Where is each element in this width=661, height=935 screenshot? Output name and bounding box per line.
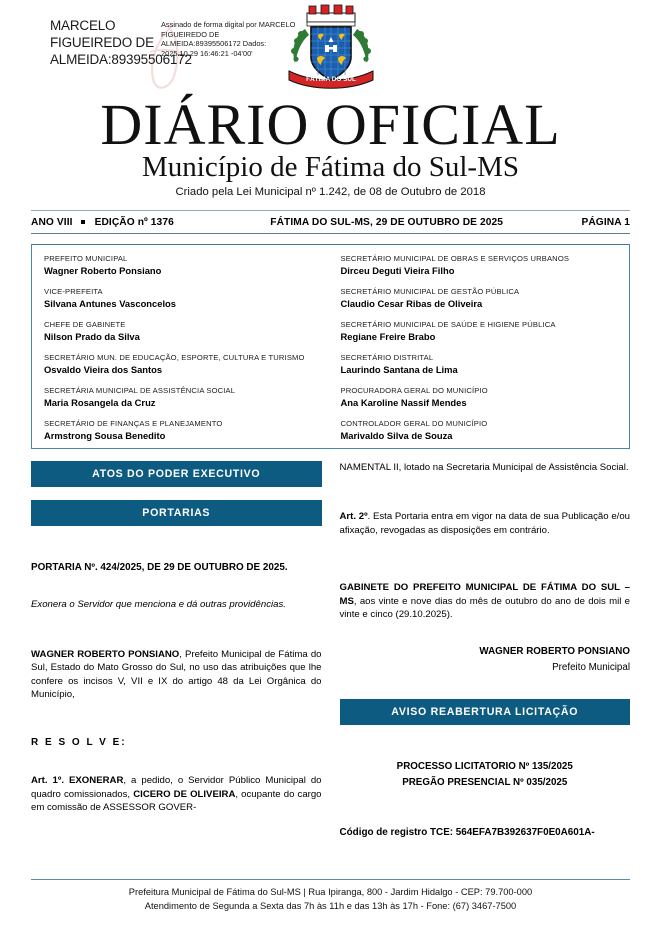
official-role: PREFEITO MUNICIPAL <box>44 254 128 263</box>
art1-mid: , a pedido, o Servidor Público Municipal do quadro comissionados, <box>31 775 322 800</box>
official-role: SECRETÁRIA MUNICIPAL DE ASSISTÊNCIA SOCIAL <box>44 386 236 395</box>
portaria-art2 <box>340 510 631 537</box>
gabinete-lead: GABINETE DO PREFEITO MUNICIPAL DE FÁTIMA DO SUL – MS <box>339 582 630 607</box>
page-title: DIÁRIO OFICIAL <box>100 92 561 157</box>
page-number: PÁGINA 1 <box>581 216 630 228</box>
official-name: Regiane Freire Brabo <box>340 331 436 342</box>
official-role: SECRETÁRIO MUNICIPAL DE SAÚDE E HIGIENE PÚBLICA <box>340 320 556 329</box>
bullet-separator-icon <box>81 220 85 224</box>
codigo-registro-tce: Código de registro TCE: 564EFA7B392637F0E0A601A- <box>339 827 595 839</box>
officials-box <box>31 244 630 449</box>
signature-name: MARCELO FIGUEIREDO DE ALMEIDA:89395506172 <box>50 18 192 67</box>
footer-rule <box>31 879 630 880</box>
crest-banner-text: FÁTIMA DO SUL <box>305 76 356 83</box>
official-role: PROCURADORA GERAL DO MUNICÍPIO <box>340 386 488 395</box>
official-role: SECRETÁRIO DE FINANÇAS E PLANEJAMENTO <box>44 419 223 428</box>
edition-year: ANO VIII <box>31 216 73 228</box>
officials-column-left <box>32 253 331 442</box>
art1-servant-name: CICERO DE OLIVEIRA <box>133 788 236 800</box>
section-header-portarias: PORTARIAS <box>31 500 322 526</box>
official-role: CONTROLADOR GERAL DO MUNICÍPIO <box>340 419 488 428</box>
official-entry <box>44 319 321 343</box>
portaria-ementa: Exonera o Servidor que menciona e dá outras providências. <box>31 599 286 611</box>
column-left <box>31 461 322 854</box>
page-subtitle: Município de Fátima do Sul-MS <box>142 151 519 183</box>
official-name: Maria Rosangela da Cruz <box>44 397 156 408</box>
official-entry <box>341 319 620 343</box>
official-name: Silvana Antunes Vasconcelos <box>44 298 176 309</box>
signature-detail: Assinado de forma digital por MARCELO FIGUEIREDO DE ALMEIDA:89395506172 Dados: 2025.10.29 16:46:21 -04'00' <box>161 20 296 58</box>
section-header-aviso-reabertura-licitacao: AVISO REABERTURA LICITAÇÃO <box>340 699 631 725</box>
official-entry <box>44 418 321 442</box>
edition-place-date: FÁTIMA DO SUL-MS, 29 DE OUTUBRO DE 2025 <box>270 216 504 228</box>
official-entry <box>341 253 620 277</box>
official-role: SECRETÁRIO MUNICIPAL DE OBRAS E SERVIÇOS URBANOS <box>340 254 570 263</box>
section-header-atos-poder-executivo: ATOS DO PODER EXECUTIVO <box>31 461 322 487</box>
preamble-text: , Prefeito Municipal de Fátima do Sul, Estado do Mato Grosso do Sul, no uso das atribuições que lhe confere os incisos V, VII e IX do artigo 48 da Lei Orgânica do Município, <box>31 648 322 701</box>
official-entry <box>341 418 620 442</box>
official-name: Osvaldo Vieira dos Santos <box>44 364 163 375</box>
art1-tail: , ocupante do cargo em comissão de ASSESSOR GOVER- <box>31 788 322 814</box>
preamble-mayor-name: WAGNER ROBERTO PONSIANO <box>31 648 180 660</box>
signature-mayor-role: Prefeito Municipal <box>552 662 630 674</box>
official-name: Ana Karoline Nassif Mendes <box>340 397 467 408</box>
official-name: Marivaldo Silva de Souza <box>340 430 453 441</box>
gabinete-text: , aos vinte e nove dias do mês de outubro do ano de dois mil e vinte e cinco (29.10.2025). <box>339 595 630 621</box>
art2-text: . Esta Portaria entra em vigor na data de sua Publicação e/ou afixação, revogadas as disposições em contrário. <box>339 511 630 536</box>
edition-bar <box>31 211 630 233</box>
column-right <box>340 461 631 854</box>
official-entry <box>341 385 620 409</box>
digital-signature-stamp <box>40 14 300 94</box>
official-role: SECRETÁRIO DISTRITAL <box>340 353 434 362</box>
official-role: CHEFE DE GABINETE <box>44 320 126 329</box>
official-role: SECRETÁRIO MUN. DE EDUCAÇÃO, ESPORTE, CULTURA E TURISMO <box>44 353 305 362</box>
official-entry <box>341 352 620 376</box>
portaria-preamble <box>31 648 322 702</box>
official-name: Dirceu Deguti Vieira Filho <box>340 265 455 276</box>
portaria-heading: PORTARIA Nº. 424/2025, DE 29 DE OUTUBRO DE 2025. <box>31 562 288 573</box>
official-entry <box>44 385 321 409</box>
edition-rule-bottom <box>31 233 630 234</box>
gabinete-paragraph <box>340 581 631 621</box>
art1-lead: Art. 1º. EXONERAR <box>31 775 124 787</box>
signature-mayor-name: WAGNER ROBERTO PONSIANO <box>479 646 630 658</box>
processo-licitatorio: PROCESSO LICITATORIO Nº 135/2025 <box>396 761 573 773</box>
official-entry <box>44 286 321 310</box>
page-footer <box>31 879 630 913</box>
creation-law-text: Criado pela Lei Municipal nº 1.242, de 08 de Outubro de 2018 <box>175 186 486 198</box>
pregao-presencial: PREGÃO PRESENCIAL Nº 035/2025 <box>402 777 568 789</box>
official-name: Laurindo Santana de Lima <box>340 364 458 375</box>
official-name: Claudio Cesar Ribas de Oliveira <box>340 298 483 309</box>
footer-hours-phone: Atendimento de Segunda a Sexta das 7h às 11h e das 13h às 17h - Fone: (67) 3467-7500 <box>144 900 517 911</box>
edition-number: EDIÇÃO nº 1376 <box>94 216 174 228</box>
official-entry <box>44 352 321 376</box>
continuation-text: NAMENTAL II, lotado na Secretaria Municipal de Assistência Social. <box>339 462 629 473</box>
art2-lead: Art. 2º <box>339 511 368 523</box>
content-columns <box>31 461 630 854</box>
officials-column-right <box>331 253 630 442</box>
official-entry <box>44 253 321 277</box>
coat-of-arms-icon <box>285 1 377 93</box>
portaria-art1 <box>31 774 322 814</box>
official-entry <box>341 286 620 310</box>
masthead <box>31 0 630 210</box>
official-role: SECRETÁRIO MUNICIPAL DE GESTÃO PÚBLICA <box>340 287 520 296</box>
official-name: Nilson Prado da Silva <box>44 331 140 342</box>
footer-address: Prefeitura Municipal de Fátima do Sul-MS | Rua Ipiranga, 800 - Jardim Hidalgo - CEP: 79.700-000 <box>128 887 533 897</box>
resolve-label: R E S O L V E: <box>31 737 127 749</box>
official-role: VICE-PREFEITA <box>44 287 103 296</box>
official-name: Armstrong Sousa Benedito <box>44 430 166 441</box>
official-name: Wagner Roberto Ponsiano <box>44 265 162 276</box>
